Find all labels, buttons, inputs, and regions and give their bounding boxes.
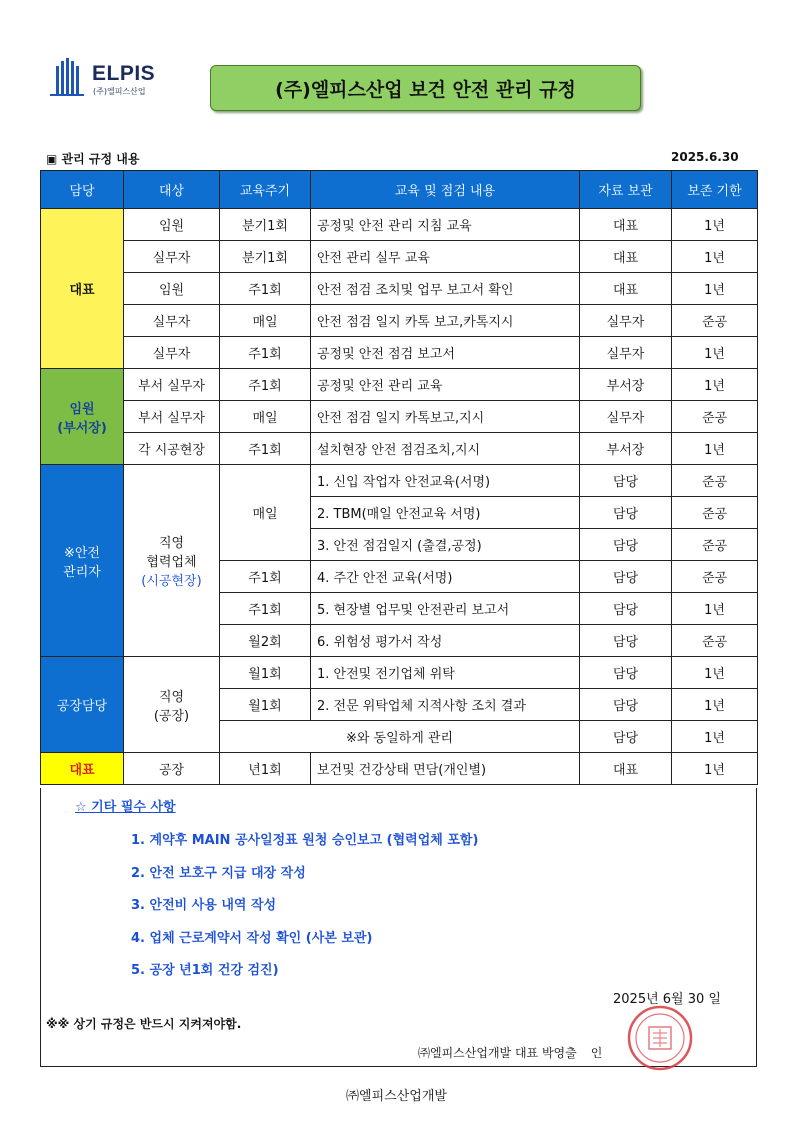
target-line: (시공현장) bbox=[141, 574, 202, 589]
target-cell: 실무자 bbox=[124, 337, 220, 369]
header-cell: 자료 보관 bbox=[580, 171, 672, 209]
content-cell: 설치현장 안전 점검조치,지시 bbox=[311, 433, 580, 465]
table-row bbox=[41, 273, 758, 305]
compliance-note: ※※ 상기 규정은 반드시 지켜져야함. bbox=[46, 1017, 242, 1031]
header-cell: 대상 bbox=[124, 171, 220, 209]
retention-cell: 1년 bbox=[672, 273, 758, 305]
storage-cell: 담당 bbox=[580, 529, 672, 561]
storage-cell: 담당 bbox=[580, 689, 672, 721]
rules-table bbox=[40, 170, 758, 785]
content-cell: 2. TBM(매일 안전교육 서명) bbox=[311, 497, 580, 529]
table-row bbox=[41, 337, 758, 369]
table-row bbox=[41, 241, 758, 273]
content-cell: 3. 안전 점검일지 (출결,공정) bbox=[311, 529, 580, 561]
storage-cell: 담당 bbox=[580, 465, 672, 497]
content-cell: 공정및 안전 관리 교육 bbox=[311, 369, 580, 401]
retention-cell: 1년 bbox=[672, 721, 758, 753]
group-line: (부서장) bbox=[57, 420, 107, 436]
etc-item: 2. 안전 보호구 지급 대장 작성 bbox=[131, 866, 306, 881]
cycle-cell: 주1회 bbox=[220, 273, 311, 305]
document-title-box bbox=[210, 65, 641, 111]
retention-cell: 준공 bbox=[672, 305, 758, 337]
retention-cell: 준공 bbox=[672, 529, 758, 561]
retention-cell: 준공 bbox=[672, 497, 758, 529]
content-cell: 6. 위험성 평가서 작성 bbox=[311, 625, 580, 657]
cycle-cell: 주1회 bbox=[220, 593, 311, 625]
retention-cell: 1년 bbox=[672, 753, 758, 785]
sign-date: 2025년 6월 30 일 bbox=[613, 992, 721, 1007]
target-cell: 임원 bbox=[124, 209, 220, 241]
retention-cell: 1년 bbox=[672, 337, 758, 369]
retention-cell: 1년 bbox=[672, 593, 758, 625]
header-cell: 담당 bbox=[41, 171, 124, 209]
content-cell: 공정및 안전 관리 지침 교육 bbox=[311, 209, 580, 241]
retention-cell: 준공 bbox=[672, 561, 758, 593]
content-cell: 안전 관리 실무 교육 bbox=[311, 241, 580, 273]
content-cell: 5. 현장별 업무및 안전관리 보고서 bbox=[311, 593, 580, 625]
content-cell: 1. 신입 작업자 안전교육(서명) bbox=[311, 465, 580, 497]
cycle-cell: 분기1회 bbox=[220, 241, 311, 273]
content-cell: 4. 주간 안전 교육(서명) bbox=[311, 561, 580, 593]
group-line: 관리자 bbox=[63, 564, 101, 580]
building-logo-icon bbox=[47, 58, 87, 98]
etc-title: ☆ 기타 필수 사항 bbox=[75, 800, 176, 815]
group-line: 임원 bbox=[69, 401, 95, 417]
target-cell: 실무자 bbox=[124, 305, 220, 337]
table-row bbox=[41, 433, 758, 465]
cycle-cell: 월1회 bbox=[220, 657, 311, 689]
storage-cell: 실무자 bbox=[580, 337, 672, 369]
etc-item: 4. 업체 근로계약서 작성 확인 (사본 보관) bbox=[131, 931, 373, 946]
retention-cell: 1년 bbox=[672, 657, 758, 689]
retention-cell: 1년 bbox=[672, 241, 758, 273]
retention-cell: 준공 bbox=[672, 625, 758, 657]
seal-mark-label: 인 bbox=[590, 1046, 603, 1060]
storage-cell: 담당 bbox=[580, 561, 672, 593]
table-row bbox=[41, 369, 758, 401]
signer-line bbox=[418, 1044, 602, 1061]
footer-company: ㈜엘피스산업개발 bbox=[346, 1089, 447, 1104]
target-line: 직영 bbox=[158, 689, 185, 705]
content-cell: 안전 점검 조치및 업무 보고서 확인 bbox=[311, 273, 580, 305]
signer-name: ㈜엘피스산업개발 대표 박영출 bbox=[418, 1046, 577, 1060]
storage-cell: 대표 bbox=[580, 753, 672, 785]
group-cell-safety bbox=[41, 465, 124, 657]
cycle-cell: 매일 bbox=[220, 401, 311, 433]
cycle-cell: 매일 bbox=[220, 305, 311, 337]
cycle-cell: 분기1회 bbox=[220, 209, 311, 241]
retention-cell: 1년 bbox=[672, 369, 758, 401]
content-cell: 공정및 안전 점검 보고서 bbox=[311, 337, 580, 369]
target-cell: 부서 실무자 bbox=[124, 401, 220, 433]
storage-cell: 실무자 bbox=[580, 305, 672, 337]
target-cell: 공장 bbox=[124, 753, 220, 785]
group-cell-ceo-health: 대표 bbox=[41, 753, 124, 785]
header-cell: 보존 기한 bbox=[672, 171, 758, 209]
storage-cell: 담당 bbox=[580, 657, 672, 689]
target-cell: 부서 실무자 bbox=[124, 369, 220, 401]
retention-cell: 1년 bbox=[672, 209, 758, 241]
cycle-cell: 주1회 bbox=[220, 369, 311, 401]
etc-item: 3. 안전비 사용 내역 작성 bbox=[131, 898, 277, 913]
target-cell: 각 시공현장 bbox=[124, 433, 220, 465]
document-title: (주)엘피스산업 보건 안전 관리 규정 bbox=[275, 78, 576, 101]
group-cell-factory: 공장담당 bbox=[41, 657, 124, 753]
target-cell-safety bbox=[124, 465, 220, 657]
cycle-cell: 년1회 bbox=[220, 753, 311, 785]
target-line: (공장) bbox=[153, 708, 190, 724]
table-header-row bbox=[41, 171, 758, 209]
logo-name: ELPIS bbox=[92, 62, 156, 85]
table-row bbox=[41, 465, 758, 497]
group-line: ※안전 bbox=[63, 545, 100, 561]
storage-cell: 부서장 bbox=[580, 433, 672, 465]
cycle-cell: 매일 bbox=[220, 465, 311, 561]
cycle-cell: 월1회 bbox=[220, 689, 311, 721]
company-logo bbox=[47, 58, 177, 100]
storage-cell: 대표 bbox=[580, 241, 672, 273]
retention-cell: 준공 bbox=[672, 465, 758, 497]
cycle-cell: 주1회 bbox=[220, 433, 311, 465]
table-row bbox=[41, 209, 758, 241]
storage-cell: 담당 bbox=[580, 721, 672, 753]
storage-cell: 담당 bbox=[580, 593, 672, 625]
storage-cell: 대표 bbox=[580, 273, 672, 305]
content-cell: 안전 점검 일지 카톡보고,지시 bbox=[311, 401, 580, 433]
group-cell-ceo: 대표 bbox=[41, 209, 124, 369]
table-row bbox=[41, 657, 758, 689]
table-row bbox=[41, 753, 758, 785]
target-line: 협력업체 bbox=[146, 555, 197, 570]
retention-cell: 1년 bbox=[672, 689, 758, 721]
table-row bbox=[41, 401, 758, 433]
company-seal-icon bbox=[627, 1005, 693, 1071]
etc-item: 1. 계약후 MAIN 공사일정표 원청 승인보고 (협력업체 포함) bbox=[131, 833, 479, 848]
content-cell: 안전 점검 일지 카톡 보고,카톡지시 bbox=[311, 305, 580, 337]
cycle-cell: 주1회 bbox=[220, 337, 311, 369]
header-cell: 교육주기 bbox=[220, 171, 311, 209]
document-date: 2025.6.30 bbox=[671, 150, 739, 164]
storage-cell: 실무자 bbox=[580, 401, 672, 433]
storage-cell: 담당 bbox=[580, 625, 672, 657]
content-cell: ※와 동일하게 관리 bbox=[220, 721, 580, 753]
target-cell-factory bbox=[124, 657, 220, 753]
cycle-cell: 주1회 bbox=[220, 561, 311, 593]
table-row bbox=[41, 305, 758, 337]
target-cell: 임원 bbox=[124, 273, 220, 305]
storage-cell: 대표 bbox=[580, 209, 672, 241]
section-label: ▣ 관리 규정 내용 bbox=[46, 152, 140, 166]
target-line: 직영 bbox=[158, 536, 185, 551]
retention-cell: 준공 bbox=[672, 401, 758, 433]
storage-cell: 담당 bbox=[580, 497, 672, 529]
target-cell: 실무자 bbox=[124, 241, 220, 273]
content-cell: 보건및 건강상태 면담(개인별) bbox=[311, 753, 580, 785]
retention-cell: 1년 bbox=[672, 433, 758, 465]
etc-item: 5. 공장 년1회 건강 검진) bbox=[131, 963, 279, 978]
logo-subtitle: (주)엘피스산업 bbox=[93, 87, 146, 96]
group-cell-exec bbox=[41, 369, 124, 465]
storage-cell: 부서장 bbox=[580, 369, 672, 401]
header-cell: 교육 및 점검 내용 bbox=[311, 171, 580, 209]
content-cell: 1. 안전및 전기업체 위탁 bbox=[311, 657, 580, 689]
content-cell: 2. 전문 위탁업체 지적사항 조치 결과 bbox=[311, 689, 580, 721]
cycle-cell: 월2회 bbox=[220, 625, 311, 657]
